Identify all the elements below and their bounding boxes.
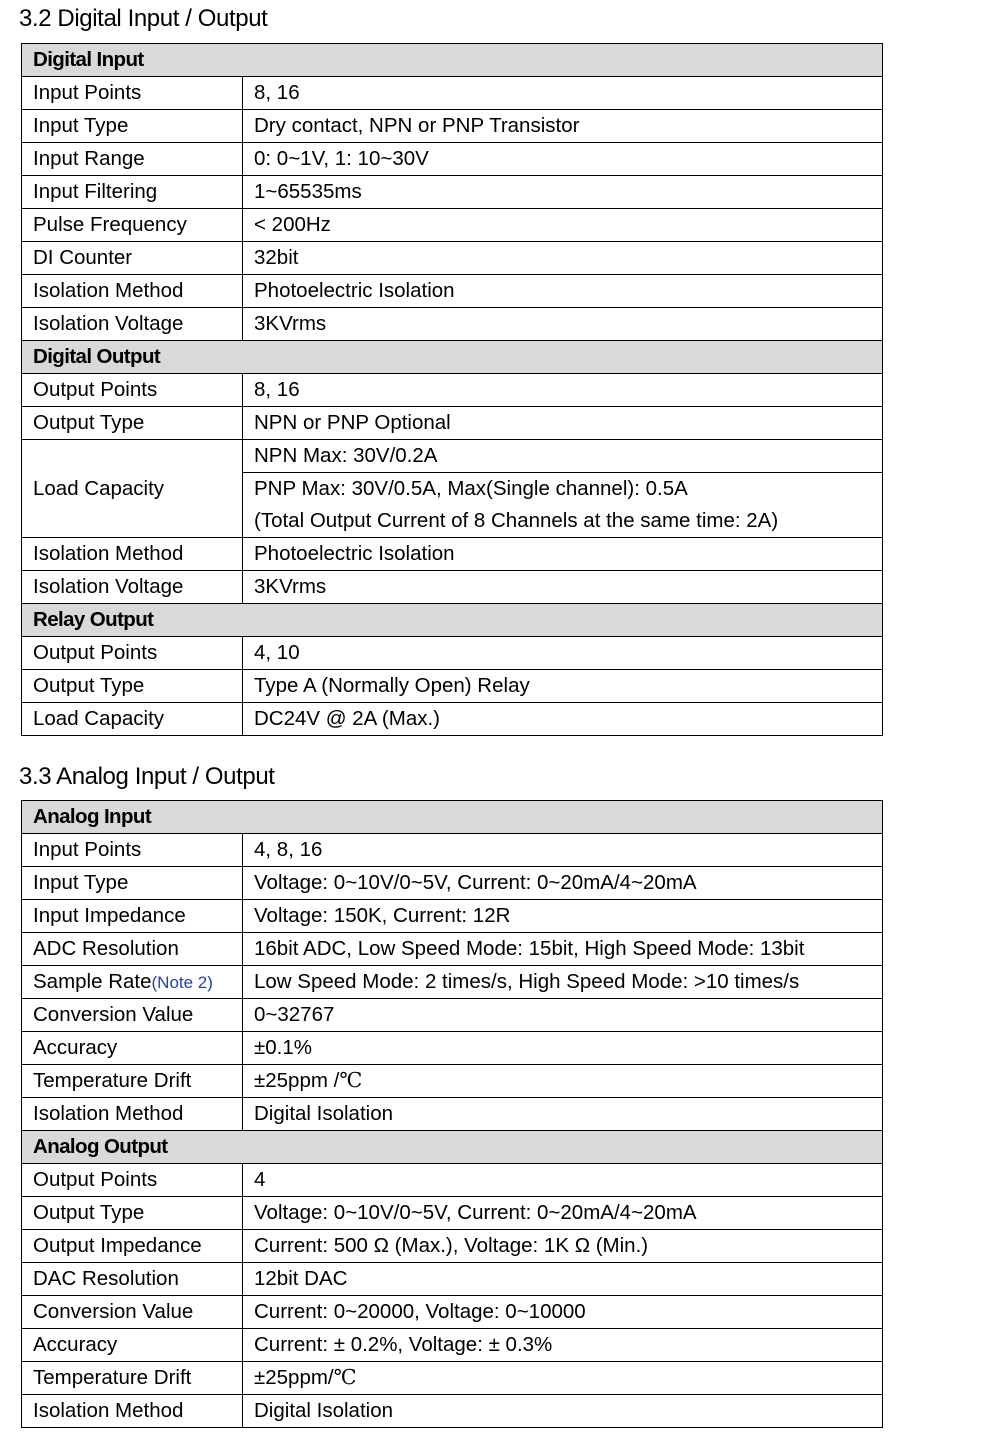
spec-value: Dry contact, NPN or PNP Transistor: [243, 110, 883, 143]
table-row: [22, 900, 883, 933]
spec-label: Accuracy: [22, 1329, 243, 1362]
spec-label: Output Type: [22, 1197, 243, 1230]
group-row-analog-output: [22, 1131, 883, 1164]
spec-label: Input Impedance: [22, 900, 243, 933]
group-row-digital-input: [22, 44, 883, 77]
table-row: [22, 1230, 883, 1263]
spec-value: 8, 16: [243, 374, 883, 407]
spec-value: 16bit ADC, Low Speed Mode: 15bit, High Speed Mode: 13bit: [243, 933, 883, 966]
table-row: [22, 637, 883, 670]
spec-label: Isolation Voltage: [22, 308, 243, 341]
table-row: [22, 440, 883, 473]
table-row: [22, 374, 883, 407]
spec-label: Output Points: [22, 1164, 243, 1197]
spec-value: 4: [243, 1164, 883, 1197]
spec-label: Conversion Value: [22, 999, 243, 1032]
table-row: [22, 1164, 883, 1197]
table-row: [22, 999, 883, 1032]
table-row: [22, 933, 883, 966]
spec-value: Current: 0~20000, Voltage: 0~10000: [243, 1296, 883, 1329]
spec-label: Temperature Drift: [22, 1065, 243, 1098]
spec-label: Isolation Method: [22, 1098, 243, 1131]
spec-label: Accuracy: [22, 1032, 243, 1065]
table-row: [22, 308, 883, 341]
spec-value: Photoelectric Isolation: [243, 538, 883, 571]
spec-label: Input Points: [22, 834, 243, 867]
spec-label: Pulse Frequency: [22, 209, 243, 242]
group-heading-analog-output: Analog Output: [22, 1131, 883, 1164]
spec-label: Output Type: [22, 670, 243, 703]
spec-value: DC24V @ 2A (Max.): [243, 703, 883, 736]
spec-label: Isolation Voltage: [22, 571, 243, 604]
table-row: [22, 703, 883, 736]
group-heading-digital-input: Digital Input: [22, 44, 883, 77]
celsius-unit: ℃: [339, 1070, 363, 1092]
note-2-reference[interactable]: (Note 2): [151, 972, 213, 992]
table-row: [22, 407, 883, 440]
table-row: [22, 1395, 883, 1428]
group-heading-relay-output: Relay Output: [22, 604, 883, 637]
drift-value: ±25ppm /: [254, 1069, 340, 1092]
spec-label: ADC Resolution: [22, 933, 243, 966]
spec-value: [243, 1362, 883, 1395]
spec-value: 3KVrms: [243, 571, 883, 604]
pnp-line-1: PNP Max: 30V/0.5A, Max(Single channel): 0.5A: [254, 477, 688, 500]
table-row: [22, 209, 883, 242]
spec-value: 4, 8, 16: [243, 834, 883, 867]
spec-value: NPN or PNP Optional: [243, 407, 883, 440]
table-row: [22, 1065, 883, 1098]
digital-io-spec-body: [22, 44, 883, 736]
sample-rate-label: Sample Rate: [33, 969, 152, 993]
spec-value: Voltage: 150K, Current: 12R: [243, 900, 883, 933]
analog-io-spec-body: [22, 801, 883, 1428]
table-row: [22, 1032, 883, 1065]
table-row: [22, 867, 883, 900]
spec-label: Output Points: [22, 637, 243, 670]
spec-label: Input Filtering: [22, 176, 243, 209]
table-row: [22, 834, 883, 867]
digital-io-spec-table: [21, 43, 883, 736]
spec-label: Conversion Value: [22, 1296, 243, 1329]
table-row: [22, 143, 883, 176]
analog-io-spec-table: [21, 800, 883, 1428]
table-row: [22, 1263, 883, 1296]
group-row-analog-input: [22, 801, 883, 834]
spec-value: Voltage: 0~10V/0~5V, Current: 0~20mA/4~20mA: [243, 867, 883, 900]
spec-label: Input Type: [22, 110, 243, 143]
group-heading-analog-input: Analog Input: [22, 801, 883, 834]
group-row-relay-output: [22, 604, 883, 637]
section-title-analog-io: 3.3 Analog Input / Output: [19, 763, 275, 790]
table-row: [22, 275, 883, 308]
spec-label-load-capacity: Load Capacity: [22, 440, 243, 538]
spec-label: Temperature Drift: [22, 1362, 243, 1395]
spec-value-npn-max: NPN Max: 30V/0.2A: [243, 440, 883, 473]
spec-label: Output Impedance: [22, 1230, 243, 1263]
spec-value: 8, 16: [243, 77, 883, 110]
spec-label: Isolation Method: [22, 1395, 243, 1428]
spec-value: Current: 500 Ω (Max.), Voltage: 1K Ω (Min.): [243, 1230, 883, 1263]
spec-value: Low Speed Mode: 2 times/s, High Speed Mode: >10 times/s: [243, 966, 883, 999]
table-row: [22, 571, 883, 604]
spec-label: Load Capacity: [22, 703, 243, 736]
spec-label: DI Counter: [22, 242, 243, 275]
spec-value: [243, 1065, 883, 1098]
spec-value: 1~65535ms: [243, 176, 883, 209]
drift-value: ±25ppm/: [254, 1366, 334, 1389]
spec-value: Voltage: 0~10V/0~5V, Current: 0~20mA/4~20mA: [243, 1197, 883, 1230]
spec-value: Digital Isolation: [243, 1395, 883, 1428]
spec-value: 12bit DAC: [243, 1263, 883, 1296]
spec-label: Isolation Method: [22, 275, 243, 308]
table-row: [22, 1197, 883, 1230]
table-row: [22, 670, 883, 703]
table-row: [22, 77, 883, 110]
spec-label: Output Points: [22, 374, 243, 407]
celsius-unit: ℃: [333, 1367, 357, 1389]
spec-value: Digital Isolation: [243, 1098, 883, 1131]
spec-label: Isolation Method: [22, 538, 243, 571]
spec-label: Input Type: [22, 867, 243, 900]
table-row: [22, 1098, 883, 1131]
table-row: [22, 110, 883, 143]
spec-label: Input Range: [22, 143, 243, 176]
table-row: [22, 966, 883, 999]
spec-label-sample-rate: [22, 966, 243, 999]
spec-value: 0: 0~1V, 1: 10~30V: [243, 143, 883, 176]
spec-value: 4, 10: [243, 637, 883, 670]
table-row: [22, 242, 883, 275]
group-row-digital-output: [22, 341, 883, 374]
table-row: [22, 1362, 883, 1395]
spec-value: 32bit: [243, 242, 883, 275]
spec-value: Current: ± 0.2%, Voltage: ± 0.3%: [243, 1329, 883, 1362]
section-title-digital-io: 3.2 Digital Input / Output: [19, 5, 268, 32]
spec-value: ±0.1%: [243, 1032, 883, 1065]
pnp-line-2: (Total Output Current of 8 Channels at the same time: 2A): [254, 509, 779, 532]
spec-label: Input Points: [22, 77, 243, 110]
spec-value-pnp-max: [243, 473, 883, 538]
table-row: [22, 1296, 883, 1329]
spec-value: Photoelectric Isolation: [243, 275, 883, 308]
group-heading-digital-output: Digital Output: [22, 341, 883, 374]
spec-value: < 200Hz: [243, 209, 883, 242]
spec-value: 0~32767: [243, 999, 883, 1032]
table-row: [22, 1329, 883, 1362]
table-row: [22, 176, 883, 209]
table-row: [22, 538, 883, 571]
spec-value: 3KVrms: [243, 308, 883, 341]
spec-label: DAC Resolution: [22, 1263, 243, 1296]
spec-label: Output Type: [22, 407, 243, 440]
spec-value: Type A (Normally Open) Relay: [243, 670, 883, 703]
